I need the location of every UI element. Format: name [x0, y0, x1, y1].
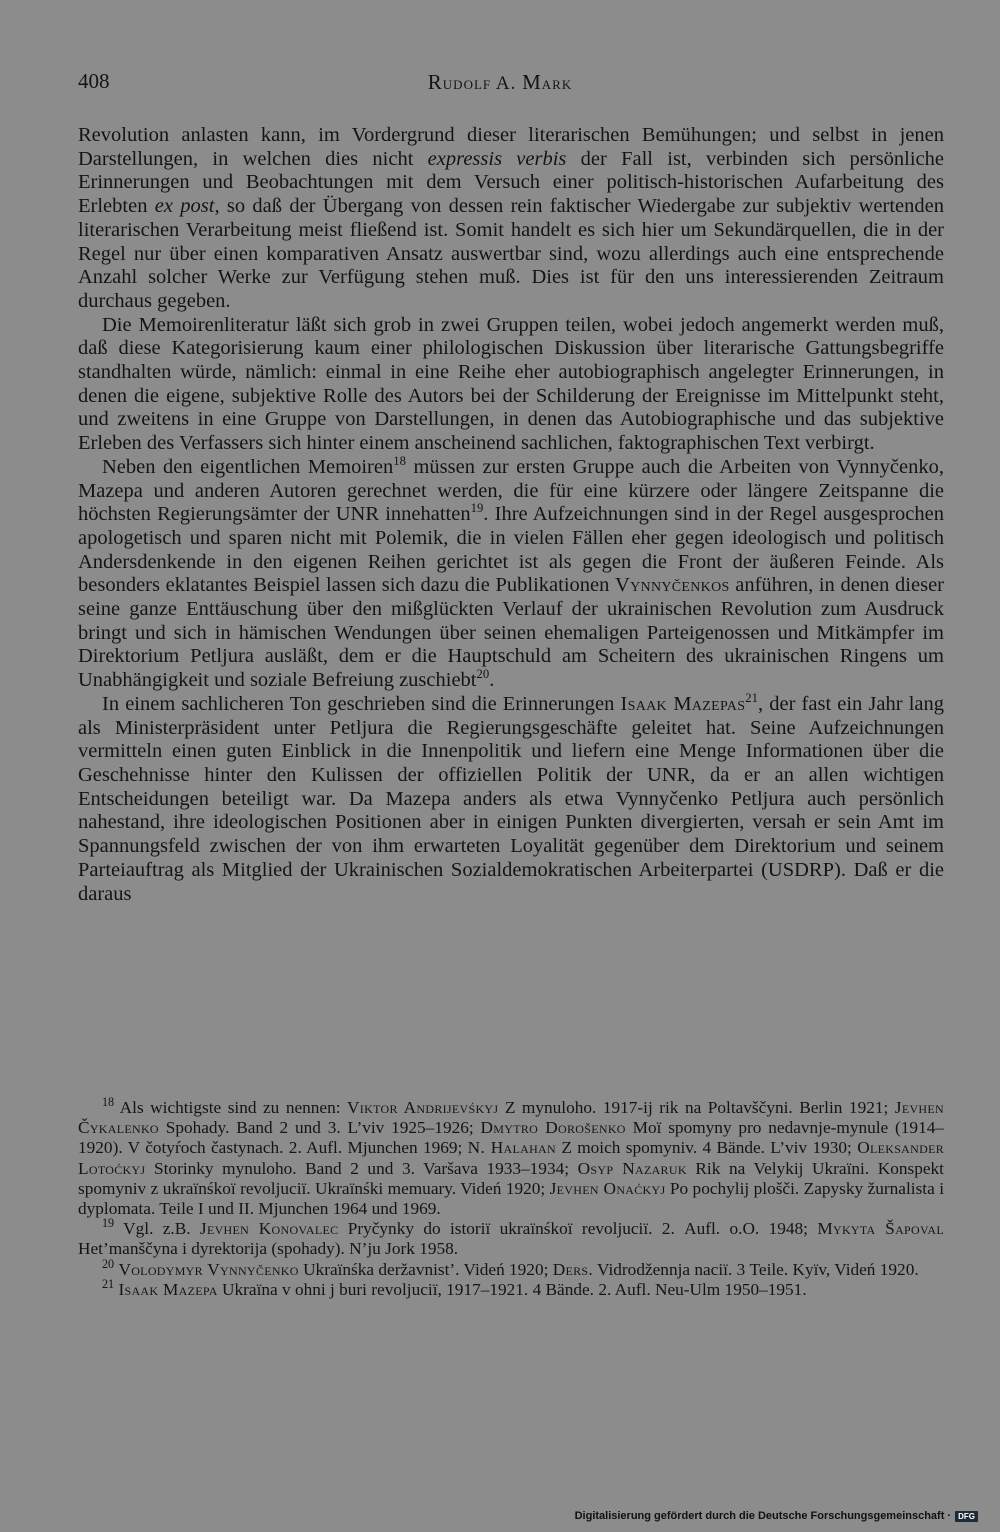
- footnote-20: $^{20}$ Volodymyr Vynnyčenko Ukraїnśka deržavnist’. Videń 1920; Ders. Vidrodžennja naciї. 3 Teile. Kyїv, Videń 1920.: [102, 1256, 919, 1279]
- footnotes: [78, 1095, 944, 1300]
- paragraph: Die Memoirenliteratur läßt sich grob in zwei Gruppen teilen, wobei jedoch angemerkt werden muß, daß diese Kategorisierung kaum einer philologischen Diskussion über literarische Gattungsbegriffe standhalten würde, nämlich: einmal in eine Reihe eher autobiographisch angelegter Erinnerungen, in denen die eigene, subjektive Rolle des Autors bei der Schilderung der Ereignisse im Mittelpunkt steht, und zweitens in eine Gruppe von Darstellungen, in denen das Autobiographische und das subjektive Erleben des Verfassers sich hinter einem anscheinend sachlichen, faktographischen Text verbirgt.: [78, 313, 944, 455]
- footnote-number: 20: [102, 1256, 115, 1271]
- digitization-note: Digitalisierung gefördert durch die Deutsche Forschungsgemeinschaft ·: [574, 1510, 952, 1522]
- footnote-18: $^{18}$ Als wichtigste sind zu nennen: Viktor Andrijevśkyj Z mynuloho. 1917-ij rik na Poltavščyni. Berlin 1921; Jevhen Čykalenko Spohady. Band 2 und 3. L’viv 1925–1926; Dmytro Dorošenko Moї spomyny pro nedavnje-mynule (1914–1920). V čotyŕoch častynach. 2. Aufl. Mjunchen 1969; N. Halahan Z moich spomyniv. 4 Bände. L’viv 1930; Oleksander Lotoćkyj Storinky mynuloho. Band 2 und 3. Varšava 1933–1934; Osyp Nazaruk Rik na Velykij Ukraїni. Konspekt spomyniv z ukraїnśkoї revoljuciї. Ukraїnśki memuary. Videń 1920; Jevhen Onaćkyj Po pochylij plošči. Zapysky žurnalista i dyplomata. Teile I und II. Mjunchen 1964 und 1969.: [78, 1095, 944, 1219]
- cited-author: N. Halahan: [467, 1138, 556, 1158]
- emphasis: expressis verbis: [427, 147, 567, 170]
- emphasis: ex post: [154, 195, 215, 218]
- cited-author: Jevhen Čykalenko: [78, 1098, 944, 1138]
- cited-author: Jevhen Konovalec: [199, 1219, 339, 1239]
- paragraph: In einem sachlicheren Ton geschrieben sind die Erinnerungen Isaak Mazepas$^{21}$, der fast ein Jahr lang als Ministerpräsident unter Petljura die Regierungsgeschäfte geleitet hat. Seine Aufzeichnungen vermitteln einen guten Einblick in die Innenpolitik und liefern eine Menge Informationen über die Geschehnisse hinter den Kulissen der offiziellen Politik der UNR, da er an allen wichtigen Entscheidungen beteiligt war. Da Mazepa anders als etwa Vynnyčenko Petljura auch persönlich nahestand, ihre ideologischen Positionen aber in einigen Punkten divergierten, versah er sein Amt im Spannungsfeld zwischen der von ihm erwarteten Loyalität gegenüber dem Direktorium und seinem Parteiauftrag als Mitglied der Ukrainischen Sozialdemokratischen Arbeiterpartei (USDRP). Daß er die daraus: [78, 691, 944, 905]
- footnote-19: $^{19}$ Vgl. z.B. Jevhen Konovalec Pryčynky do istoriї ukraїnśkoї revoljuciї. 2. Aufl. o.O. 1948; Mykyta Šapoval Het’manščyna i dyrektorija (spohady). N’ju Jork 1958.: [78, 1216, 944, 1259]
- footnote-ref[interactable]: 18: [393, 454, 406, 469]
- cited-author: Jevhen Onaćkyj: [549, 1178, 666, 1198]
- author-name: Isaak Mazepas: [620, 692, 746, 715]
- cited-author: Isaak Mazepa: [118, 1279, 218, 1299]
- footnote-ref[interactable]: 20: [476, 667, 490, 682]
- dfg-logo: DFG: [955, 1511, 978, 1522]
- cited-author: Dmytro Dorošenko: [480, 1118, 626, 1138]
- cited-author: Viktor Andrijevśkyj: [347, 1098, 499, 1117]
- running-head: Rudolf A. Mark: [427, 70, 573, 94]
- footnote-number: 18: [102, 1095, 115, 1110]
- page-number: 408: [78, 69, 110, 93]
- paragraph: Revolution anlasten kann, im Vordergrund dieser literarischen Bemühungen; und selbst in jenen Darstellungen, in welchen dies nicht expressis verbis der Fall ist, verbinden sich persönliche Erinnerungen und Beobachtungen mit dem Versuch einer politisch-historischen Aufarbeitung des Erlebten ex post, so daß der Übergang von dessen rein faktischer Wiedergabe zur subjektiv wertenden literarischen Verarbeitung meist fließend ist. Somit handelt es sich hier um Sekundärquellen, die in der Regel nur über einen komparativen Ansatz auswertbar sind, wozu allerdings auch eine entsprechende Anzahl solcher Werke zur Verfügung stehen muß. Dies ist für den uns interessierenden Zeitraum durchaus gegeben.: [78, 124, 944, 312]
- body-text: [78, 124, 944, 906]
- cited-author: Volodymyr Vynnyčenko: [118, 1259, 299, 1279]
- paragraph: Neben den eigentlichen Memoiren$^{18}$ müssen zur ersten Gruppe auch die Arbeiten von Vynnyčenko, Mazepa und anderen Autoren gerechnet werden, die für eine kürzere oder längere Zeitspanne die höchsten Regierungsämter der UNR innehatten$^{19}$. Ihre Aufzeichnungen sind in der Regel ausgesprochen apologetisch und sparen nicht mit Polemik, die in vielen Fällen eher gegen ideologisch und politisch Andersdenkende in den eigenen Reihen gerichtet ist als gegen die Front der äußeren Feinde. Als besonders eklatantes Beispiel lassen sich dazu die Publikationen Vynnyčenkos anführen, in denen dieser seine ganze Enttäuschung über den mißglückten Verlauf der ukrainischen Revolution zum Ausdruck bringt und sich in hämischen Wendungen über seinen ehemaligen Parteigenossen und Mitkämpfer im Direktorium Petljura ausläßt, dem er die Hauptschuld am Scheitern des ukrainischen Ringens um Unabhängigkeit und soziale Befreiung zuschiebt$^{20}$.: [78, 454, 945, 692]
- footnote-number: 19: [102, 1216, 115, 1231]
- footnote-21: $^{21}$ Isaak Mazepa Ukraїna v ohni j buri revoljuciї, 1917–1921. 4 Bände. 2. Aufl. Neu-Ulm 1950–1951.: [102, 1277, 807, 1299]
- author-name: Vynnyčenkos: [615, 574, 730, 597]
- digitization-footer: [575, 1510, 978, 1522]
- footnote-ref[interactable]: 21: [745, 691, 758, 706]
- cited-author: Mykyta Šapoval: [817, 1219, 944, 1239]
- cited-author: Oleksander Lotoćkyj: [78, 1138, 944, 1178]
- footnote-number: 21: [102, 1277, 115, 1292]
- footnote-ref[interactable]: 19: [470, 501, 484, 516]
- cited-author: Ders.: [552, 1259, 594, 1279]
- cited-author: Osyp Nazaruk: [577, 1158, 687, 1178]
